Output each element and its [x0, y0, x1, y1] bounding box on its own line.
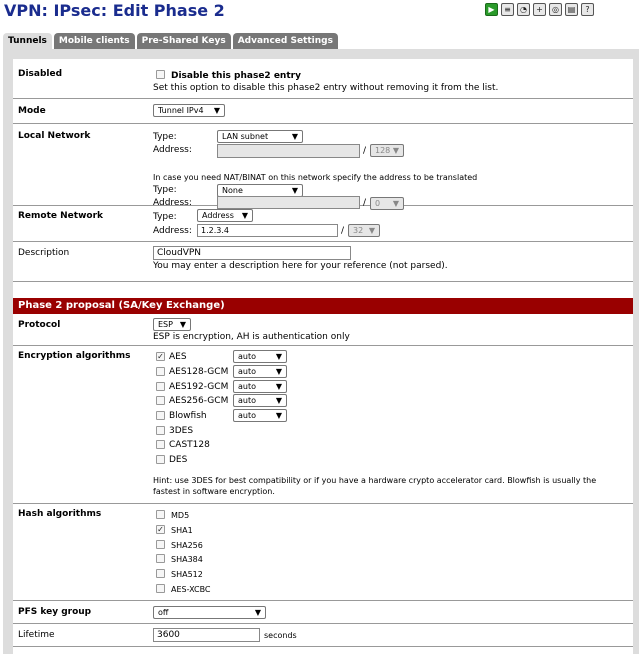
nat-type-select[interactable]: None ▼	[217, 184, 303, 197]
phase2-section-header: Phase 2 proposal (SA/Key Exchange)	[13, 298, 633, 314]
chevron-down-icon: ▼	[275, 411, 282, 420]
hash-label-sha512: SHA512	[171, 570, 203, 579]
enc-label-aes: AES	[169, 352, 187, 362]
local-network-label: Local Network	[18, 131, 91, 141]
slash: /	[363, 146, 367, 156]
protocol-label: Protocol	[18, 320, 61, 330]
tab-tunnels[interactable]: Tunnels	[3, 33, 52, 49]
nat-mask-select[interactable]: 0 ▼	[370, 197, 404, 210]
hash-row	[13, 504, 633, 601]
remote-address-label: Address:	[153, 226, 192, 236]
lifetime-row	[13, 624, 633, 647]
enc-checkbox-3des[interactable]	[156, 426, 165, 435]
hash-checkbox-sha1[interactable]: ✓	[157, 525, 164, 534]
local-address-label: Address:	[153, 145, 192, 155]
local-mask-select[interactable]: 128 ▼	[370, 144, 404, 157]
nat-help: In case you need NAT/BINAT on this network specify the address to be translated	[153, 173, 478, 182]
slash: /	[363, 198, 367, 208]
protocol-select[interactable]: ESP ▼	[153, 318, 191, 331]
tab-panel	[3, 49, 639, 654]
enc-label-aes256gcm: AES256-GCM	[169, 396, 229, 406]
remote-mask-select[interactable]: 32 ▼	[348, 224, 380, 237]
chevron-down-icon: ▼	[392, 199, 399, 208]
tab-bar	[3, 33, 338, 49]
enc-label-des: DES	[169, 455, 188, 465]
tab-pre-shared-keys[interactable]: Pre-Shared Keys	[137, 33, 231, 49]
disable-checkbox-label: Disable this phase2 entry	[171, 71, 301, 81]
hash-label-aes-xcbc: AES-XCBC	[171, 585, 211, 594]
lifetime-input[interactable]: 3600	[153, 628, 260, 642]
notes-icon[interactable]: ▤	[565, 3, 578, 16]
tab-mobile-clients[interactable]: Mobile clients	[54, 33, 135, 49]
chevron-down-icon: ▼	[241, 211, 248, 220]
remote-address-input[interactable]: 1.2.3.4	[197, 224, 338, 237]
disabled-help: Set this option to disable this phase2 entry without removing it from the list.	[153, 83, 499, 93]
description-row	[13, 242, 633, 282]
chevron-down-icon: ▼	[368, 226, 375, 235]
hash-checkbox-md5[interactable]	[156, 510, 165, 519]
enc-checkbox-aes192gcm[interactable]	[156, 382, 165, 391]
chevron-down-icon: ▼	[291, 186, 298, 195]
encryption-hint-1: Hint: use 3DES for best compatibility or if you have a hardware crypto accelerator card. Blowfish is usually the	[153, 476, 597, 485]
lifetime-label: Lifetime	[18, 630, 55, 640]
enc-checkbox-aes[interactable]: ✓	[157, 352, 164, 361]
status-icon[interactable]: ▶	[485, 3, 498, 16]
disable-checkbox[interactable]	[156, 70, 165, 79]
slash: /	[341, 226, 345, 236]
enc-keylen-aes[interactable]: auto ▼	[233, 350, 287, 363]
encryption-row	[13, 346, 633, 504]
enc-keylen-blowfish[interactable]: auto ▼	[233, 409, 287, 422]
chevron-down-icon: ▼	[254, 608, 261, 617]
hash-label-md5: MD5	[171, 511, 190, 520]
enc-label-3des: 3DES	[169, 426, 194, 436]
disabled-row	[13, 59, 633, 99]
hash-checkbox-aes-xcbc[interactable]	[156, 584, 165, 593]
help-icon[interactable]: ?	[581, 3, 594, 16]
hash-checkbox-sha384[interactable]	[156, 554, 165, 563]
log-icon[interactable]: ≡	[501, 3, 514, 16]
chevron-down-icon: ▼	[275, 396, 282, 405]
remote-type-select[interactable]: Address ▼	[197, 209, 253, 222]
remote-type-label: Type:	[153, 212, 177, 222]
hash-label-sha1: SHA1	[171, 526, 193, 535]
toolbar	[485, 3, 594, 16]
description-input[interactable]: CloudVPN	[153, 246, 351, 260]
mode-label: Mode	[18, 106, 46, 116]
queue-icon[interactable]: ◔	[517, 3, 530, 16]
hash-label-sha384: SHA384	[171, 555, 203, 564]
protocol-row	[13, 315, 633, 346]
hash-label-sha256: SHA256	[171, 541, 203, 550]
local-address-input[interactable]	[217, 144, 360, 158]
form-content	[13, 59, 633, 654]
chevron-down-icon: ▼	[275, 382, 282, 391]
disabled-label: Disabled	[18, 69, 63, 79]
local-type-select[interactable]: LAN subnet ▼	[217, 130, 303, 143]
local-type-label: Type:	[153, 132, 177, 142]
local-network-row	[13, 124, 633, 206]
encryption-label: Encryption algorithms	[18, 351, 131, 361]
remote-network-label: Remote Network	[18, 211, 103, 221]
enc-keylen-aes256gcm[interactable]: auto ▼	[233, 394, 287, 407]
pfs-select[interactable]: off ▼	[153, 606, 266, 619]
nat-type-label: Type:	[153, 185, 177, 195]
hash-label: Hash algorithms	[18, 509, 102, 519]
enc-label-aes192gcm: AES192-GCM	[169, 382, 229, 392]
add-icon[interactable]: +	[533, 3, 546, 16]
hash-checkbox-sha256[interactable]	[156, 540, 165, 549]
chevron-down-icon: ▼	[291, 132, 298, 141]
encryption-hint-2: fastest in software encryption.	[153, 487, 275, 496]
enc-checkbox-aes256gcm[interactable]	[156, 396, 165, 405]
enc-checkbox-aes128gcm[interactable]	[156, 367, 165, 376]
enc-checkbox-des[interactable]	[156, 455, 165, 464]
chevron-down-icon: ▼	[275, 352, 282, 361]
description-help: You may enter a description here for your reference (not parsed).	[153, 261, 448, 271]
remote-network-row	[13, 206, 633, 242]
enc-keylen-aes192gcm[interactable]: auto ▼	[233, 380, 287, 393]
lifetime-unit: seconds	[264, 631, 297, 640]
enc-checkbox-cast128[interactable]	[156, 440, 165, 449]
tab-advanced-settings[interactable]: Advanced Settings	[233, 33, 338, 49]
services-icon[interactable]: ◎	[549, 3, 562, 16]
chevron-down-icon: ▼	[213, 106, 220, 115]
enc-label-aes128gcm: AES128-GCM	[169, 367, 229, 377]
enc-label-cast128: CAST128	[169, 440, 210, 450]
chevron-down-icon: ▼	[392, 146, 399, 155]
enc-checkbox-blowfish[interactable]	[156, 411, 165, 420]
mode-select[interactable]: Tunnel IPv4 ▼	[153, 104, 225, 117]
hash-checkbox-sha512[interactable]	[156, 569, 165, 578]
page-title: VPN: IPsec: Edit Phase 2	[4, 1, 225, 20]
protocol-help: ESP is encryption, AH is authentication only	[153, 332, 350, 342]
mode-row	[13, 99, 633, 124]
enc-keylen-aes128gcm[interactable]: auto ▼	[233, 365, 287, 378]
pfs-label: PFS key group	[18, 607, 92, 617]
nat-address-label: Address:	[153, 198, 192, 208]
chevron-down-icon: ▼	[179, 320, 186, 329]
enc-label-blowfish: Blowfish	[169, 411, 207, 421]
chevron-down-icon: ▼	[275, 367, 282, 376]
pfs-row	[13, 601, 633, 624]
description-label: Description	[18, 248, 70, 258]
